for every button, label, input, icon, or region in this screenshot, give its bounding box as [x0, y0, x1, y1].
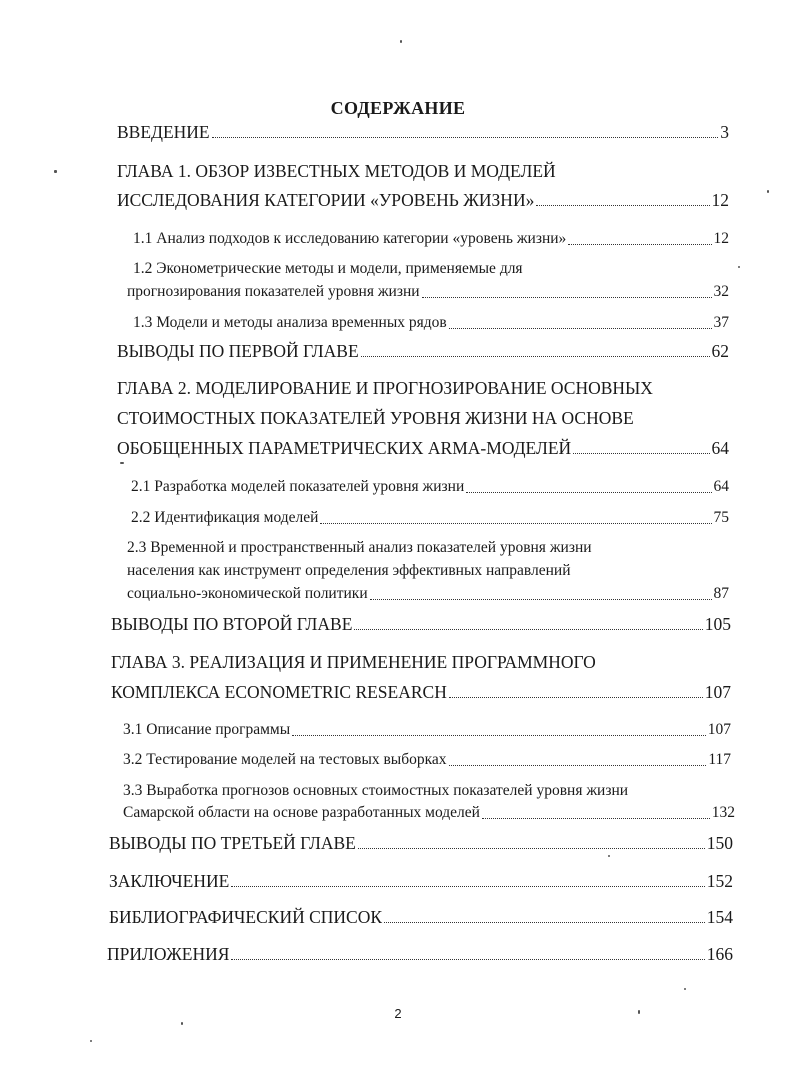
toc-label: 2.2 Идентификация моделей	[131, 509, 319, 526]
toc-label: прогнозирования показателей уровня жизни	[127, 283, 420, 300]
leader-dots	[231, 958, 704, 960]
toc-entry-bibliography[interactable]	[109, 907, 733, 927]
toc-label: 3.1 Описание программы	[123, 721, 291, 738]
toc-entry-3-2[interactable]	[123, 750, 731, 770]
toc-page: 37	[713, 314, 729, 331]
toc-entry-3-3[interactable]	[123, 803, 735, 823]
toc-page: 87	[713, 585, 729, 602]
toc-entry-1-1[interactable]	[133, 229, 729, 249]
toc-entry-conclusion[interactable]	[109, 871, 733, 891]
page-title: СОДЕРЖАНИЕ	[330, 98, 466, 118]
toc-label: ОБОБЩЕННЫХ ПАРАМЕТРИЧЕСКИХ ARMA-МОДЕЛЕЙ	[117, 438, 572, 458]
scan-speck	[638, 1010, 640, 1014]
toc-page: 117	[708, 751, 731, 768]
toc-page: 64	[711, 438, 729, 458]
toc-chapter-2-line-2[interactable]: СТОИМОСТНЫХ ПОКАЗАТЕЛЕЙ УРОВНЯ ЖИЗНИ НА ОСНОВЕ	[117, 408, 634, 428]
scan-speck	[738, 266, 740, 268]
scan-speck	[400, 40, 402, 43]
toc-page: 3	[720, 122, 729, 142]
toc-entry-conclusions-2[interactable]	[111, 614, 731, 634]
leader-dots	[449, 764, 707, 766]
toc-label: ВЫВОДЫ ПО ТРЕТЬЕЙ ГЛАВЕ	[109, 833, 356, 853]
leader-dots	[536, 204, 709, 206]
toc-2-3-line-1[interactable]: 2.3 Временной и пространственный анализ показателей уровня жизни	[127, 539, 592, 556]
toc-page: 152	[706, 871, 733, 891]
leader-dots	[354, 628, 702, 630]
leader-dots	[449, 327, 712, 329]
toc-3-3-line-1[interactable]: 3.3 Выработка прогнозов основных стоимостных показателей уровня жизни	[123, 782, 629, 799]
toc-label: Самарской области на основе разработанных моделей	[123, 804, 480, 821]
toc-entry-intro[interactable]	[117, 122, 729, 142]
toc-chapter-2-line-1[interactable]: ГЛАВА 2. МОДЕЛИРОВАНИЕ И ПРОГНОЗИРОВАНИЕ ОСНОВНЫХ	[117, 378, 653, 398]
toc-label: БИБЛИОГРАФИЧЕСКИЙ СПИСОК	[109, 907, 383, 927]
toc-label: 1.3 Модели и методы анализа временных рядов	[133, 314, 447, 331]
toc-chapter-3-line-1[interactable]: ГЛАВА 3. РЕАЛИЗАЦИЯ И ПРИМЕНЕНИЕ ПРОГРАММНОГО	[111, 652, 596, 672]
toc-entry-2-1[interactable]	[131, 477, 729, 497]
toc-entry-chapter-3[interactable]	[111, 682, 731, 702]
toc-page: 154	[706, 907, 733, 927]
leader-dots	[320, 522, 711, 524]
toc-1-2-line-1[interactable]: 1.2 Эконометрические методы и модели, применяемые для	[133, 260, 523, 277]
scan-speck	[684, 988, 686, 990]
leader-dots	[573, 452, 709, 454]
scan-speck	[767, 190, 769, 193]
toc-label: ВВЕДЕНИЕ	[117, 122, 210, 142]
leader-dots	[292, 734, 706, 736]
toc-page: 105	[704, 614, 731, 634]
toc-page: 107	[704, 682, 731, 702]
toc-page: 64	[713, 478, 729, 495]
toc-label: ЗАКЛЮЧЕНИЕ	[109, 871, 230, 891]
toc-label: 2.1 Разработка моделей показателей уровня жизни	[131, 478, 465, 495]
toc-entry-chapter-2[interactable]	[117, 438, 729, 458]
leader-dots	[212, 136, 719, 138]
toc-2-3-line-2[interactable]: населения как инструмент определения эффективных направлений	[127, 562, 571, 579]
leader-dots	[361, 355, 710, 357]
toc-page: 166	[706, 944, 733, 964]
page-number: 2	[394, 1006, 402, 1021]
toc-entry-conclusions-1[interactable]	[117, 341, 729, 361]
toc-label: социально-экономической политики	[127, 585, 368, 602]
toc-label: 1.1 Анализ подходов к исследованию категории «уровень жизни»	[133, 230, 567, 247]
leader-dots	[384, 921, 705, 923]
toc-page: 12	[713, 230, 729, 247]
leader-dots	[568, 243, 711, 245]
leader-dots	[358, 847, 705, 849]
scan-speck	[608, 855, 610, 857]
toc-page: 107	[707, 721, 731, 738]
toc-entry-2-2[interactable]	[131, 508, 729, 528]
toc-entry-1-2[interactable]	[127, 282, 729, 302]
toc-entry-2-3[interactable]	[127, 584, 729, 604]
toc-entry-chapter-1[interactable]	[117, 190, 729, 210]
scan-speck	[54, 170, 57, 173]
toc-page: 150	[706, 833, 733, 853]
toc-label: 3.2 Тестирование моделей на тестовых выборках	[123, 751, 447, 768]
scan-speck	[181, 1022, 183, 1025]
toc-label: КОМПЛЕКСА ECONOMETRIC RESEARCH	[111, 682, 447, 702]
leader-dots	[231, 885, 704, 887]
leader-dots	[449, 696, 703, 698]
toc-entry-1-3[interactable]	[133, 313, 729, 333]
toc-page: 62	[711, 341, 729, 361]
leader-dots	[422, 296, 712, 298]
leader-dots	[466, 491, 711, 493]
toc-label: ВЫВОДЫ ПО ПЕРВОЙ ГЛАВЕ	[117, 341, 359, 361]
toc-label: ВЫВОДЫ ПО ВТОРОЙ ГЛАВЕ	[111, 614, 353, 634]
toc-label: ИССЛЕДОВАНИЯ КАТЕГОРИИ «УРОВЕНЬ ЖИЗНИ»	[117, 190, 535, 210]
scan-speck	[90, 1040, 92, 1042]
toc-entry-conclusions-3[interactable]	[109, 833, 733, 853]
toc-page: 32	[713, 283, 729, 300]
toc-entry-appendix[interactable]	[107, 944, 733, 964]
leader-dots	[482, 817, 710, 819]
scan-speck	[120, 462, 124, 464]
toc-chapter-1-line-1[interactable]: ГЛАВА 1. ОБЗОР ИЗВЕСТНЫХ МЕТОДОВ И МОДЕЛЕЙ	[117, 161, 556, 181]
toc-entry-3-1[interactable]	[123, 720, 731, 740]
toc-page: 132	[711, 804, 735, 821]
toc-page: 75	[713, 509, 729, 526]
toc-label: ПРИЛОЖЕНИЯ	[107, 944, 230, 964]
leader-dots	[370, 598, 712, 600]
toc-page: 12	[711, 190, 729, 210]
